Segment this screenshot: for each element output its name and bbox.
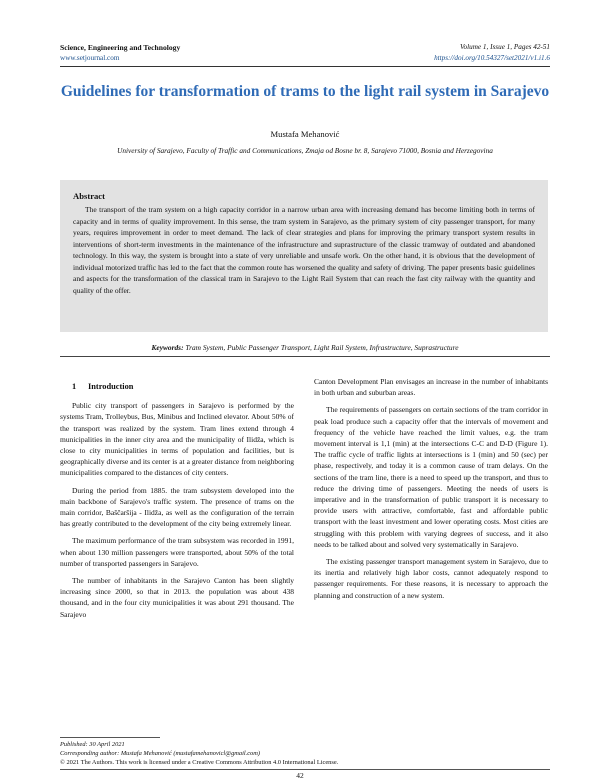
license-notice: © 2021 The Authors. This work is licensed under a Creative Commons Attribution 4.0 International License. xyxy=(60,759,339,766)
abstract-box xyxy=(60,180,548,332)
page-number: 42 xyxy=(296,771,304,780)
paragraph: The maximum performance of the tram subsystem was recorded in 1991, when about 130 million passengers were transported, about 50% of the total number of transported passengers in Sarajevo. xyxy=(60,536,294,568)
keywords-text: Tram System, Public Passenger Transport, Light Rail System, Infrastructure, Suprastructure xyxy=(185,343,459,352)
paragraph: The number of inhabitants in the Sarajevo Canton has been slightly increasing since 2000, so that in 2013. the population was about 438 thousand, and in the four city municipalities it was about 291 thousand. The Sarajevo xyxy=(60,576,294,619)
section-title: Introduction xyxy=(88,382,134,391)
published-date: Published: 30 April 2021 xyxy=(60,741,125,748)
abstract-heading: Abstract xyxy=(73,191,105,201)
header-divider xyxy=(60,66,550,67)
section-heading xyxy=(72,381,294,392)
keywords-label: Keywords: xyxy=(151,343,184,352)
journal-website-link[interactable]: www.setjournal.com xyxy=(60,54,120,62)
footer-divider xyxy=(60,769,550,770)
section-number: 1 xyxy=(72,382,77,391)
left-column xyxy=(60,381,294,626)
paragraph: The existing passenger transport management system in Sarajevo, due to its inertia and relatively high labor costs, cannot adequately respond to passenger requirements. For these reasons, it is necessary to approach the planning and construction of a new system. xyxy=(314,557,548,600)
right-column xyxy=(314,376,548,607)
paragraph: Public city transport of passengers in Sarajevo is performed by the systems Tram, Trolleybus, Bus, Minibus and Inclined elevator. About 50% of the transport was realized by the system. Tram lines extend through 4 municipalities in the inner city area and the municipality of Ilidža, which is close to city municipalities in terms of population and facilities, but is geographically diverse and its center is at a greater distance from neighboring municipalities compared to the distances of city centers. xyxy=(60,401,294,478)
issue-info: Volume 1, Issue 1, Pages 42-51 xyxy=(459,43,550,51)
footnote-divider xyxy=(60,737,160,738)
author-affiliation: University of Sarajevo, Faculty of Traffic and Communications, Zmaja od Bosne br. 8, Sarajevo 71000, Bosnia and Herzegovina xyxy=(117,146,493,155)
journal-name: Science, Engineering and Technology xyxy=(60,43,181,52)
paper-title: Guidelines for transformation of trams to the light rail system in Sarajevo xyxy=(60,83,550,100)
keywords-divider xyxy=(60,356,550,357)
paragraph: During the period from 1885. the tram subsystem developed into the main backbone of Sarajevo's traffic system. The presence of trams on the main corridor, Baščaršija - Ilidža, as well as the configuration of the terrain has greatly contributed to the development of the city being extremely linear. xyxy=(60,485,294,529)
keywords-line xyxy=(60,343,550,352)
abstract-text: The transport of the tram system on a high capacity corridor in a narrow urban area with increasing demand has become limiting both in terms of capacity and in terms of quality improvement. In this sense, the tram system in Sarajevo, as the primary system of city passenger transport, for many years, requires improvement in order to meet demand. The lack of clear strategies and plans for improving the primary transport system results in interventions of short-term investments in the maintenance of the infrastructure and suprastructure of the classic tramway of outdated and abandoned technology. In this way, the system is brought into a state of very unreliable and unsafe work. On the other hand, it is obvious that the development of individual motorized traffic has led to the fact that the common route has worsened the quality and safety of driving. The paper presents basic guidelines and aspects for the transformation of the classical tram in Sarajevo to the Light Rail System that can reach the fast city railway with the quantity and quality of the offer. xyxy=(73,205,535,295)
author-name: Mustafa Mehanović xyxy=(270,129,340,139)
corresponding-author: Corresponding author: Mustafa Mehanović (mustafamehanovicl@gmail.com) xyxy=(60,750,260,757)
doi-link[interactable]: https://doi.org/10.54327/set2021/v1.i1.6 xyxy=(434,54,550,62)
paragraph: Canton Development Plan envisages an increase in the number of inhabitants in both urban and suburban areas. xyxy=(314,377,548,398)
paragraph: The requirements of passengers on certain sections of the tram corridor in peak load produce such a capacity offer that the intervals of movement and frequency of the vehicle have reached the limit values, e.g. the tram movement interval is 1,1 (min) at the intersections C-C and D-D (Figure 1). The traffic cycle of traffic lights at intersections is 1 (min) and 50 (sec) per phase, respectively, and today it is a common cause of tram delays. On the sections of the tram line, there is a need to speed up the transport, and thus to reduce the driving time of passengers. Meeting the needs of users is imperative and in the transformation of public transport it is necessary to provide users with attractive, comfortable, fast and affordable public transport with the least investment and lower operating costs. Most cities are struggling with this problem with varying degrees of success, and it also needs to be talked about and solved very systematically in Sarajevo. xyxy=(314,405,548,549)
